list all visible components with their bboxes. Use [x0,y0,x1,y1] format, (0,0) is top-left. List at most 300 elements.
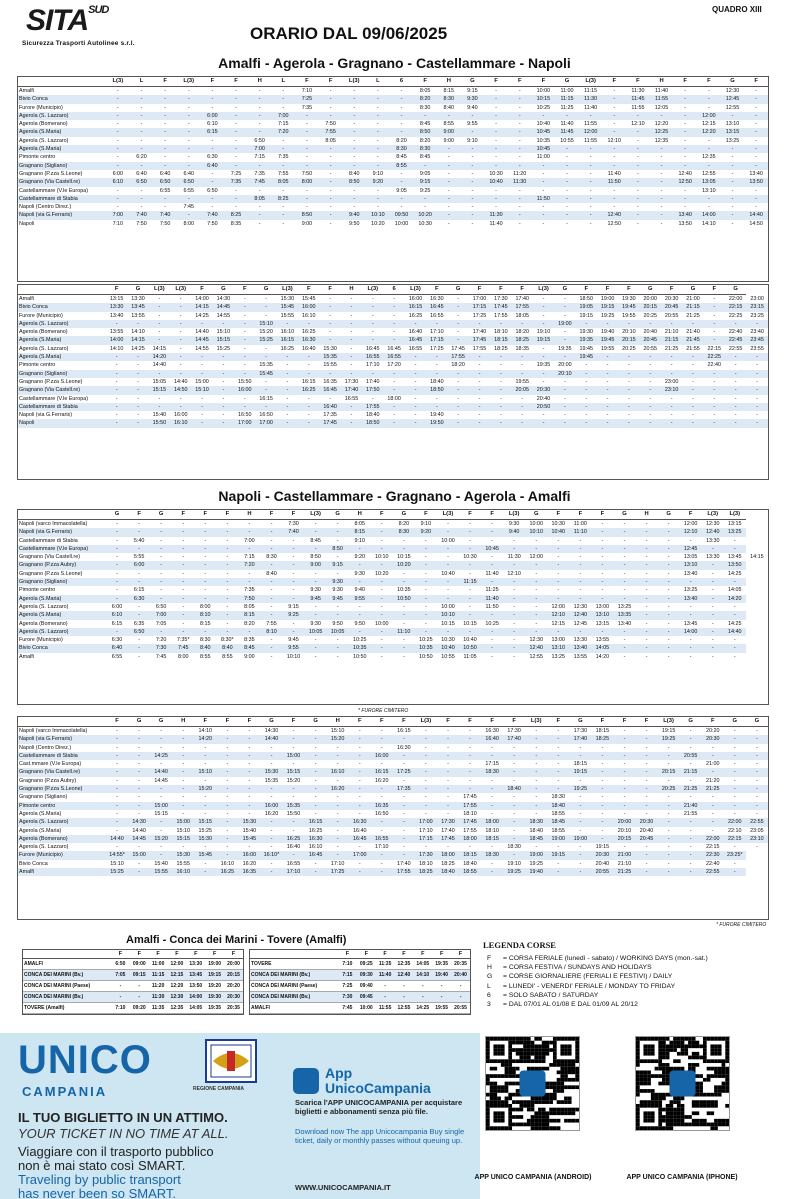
time-cell: 12:50 [607,220,622,227]
time-cell: - [341,336,362,344]
time-cell: - [684,154,687,161]
time-cell: - [613,204,616,211]
time-cell: 6:55 [111,653,123,660]
time-cell: - [248,112,272,120]
time-cell: - [469,370,490,378]
time-cell: 12:15 [168,970,187,981]
time-cell: - [138,653,140,660]
time-cell: 14:45 [213,303,234,311]
time-cell: 14:40 [132,827,146,834]
column-header: G [448,285,469,295]
time-cell: - [164,121,166,128]
time-cell: - [613,528,635,536]
time-cell: - [182,794,185,801]
column-header: F [371,717,393,727]
time-cell: - [371,545,393,553]
time-cell: 6:00 [128,561,150,569]
time-cell: 15:00 [150,802,172,810]
time-cell: - [503,578,525,586]
time-cell: - [106,195,130,203]
time-cell: 22:30 [702,851,724,859]
time-cell: 18:35 [515,345,529,352]
time-cell: - [579,744,582,751]
time-cell: - [329,204,332,211]
time-cell: 17:10 [330,860,345,867]
station-name: Agerola (Bomerano) [18,835,106,843]
time-cell: - [270,603,273,610]
time-cell: - [711,827,714,834]
column-header: F [413,950,432,959]
time-cell: - [755,104,758,111]
legend [483,954,708,1009]
time-cell: - [383,303,404,311]
time-cell: - [469,537,471,544]
time-cell: 20:50 [533,403,554,411]
time-cell: - [238,578,260,586]
qr-code-iphone-icon[interactable] [635,1036,730,1131]
time-cell: - [177,128,201,136]
time-cell: - [106,320,127,328]
time-cell: 09:50 [390,211,414,219]
time-cell: 17:40 [503,735,525,743]
table-row [18,644,768,652]
time-cell: - [426,320,447,328]
time-cell: - [613,802,635,810]
time-cell: - [670,395,673,402]
time-cell: 15:00 [128,851,150,859]
time-cell: 09:25 [357,959,376,970]
time-cell: - [702,545,724,553]
column-header: G [150,510,172,520]
time-cell: 10:00 [441,603,455,610]
time-cell: - [490,320,511,328]
time-cell: 15:40 [154,860,168,867]
time-cell: - [243,329,246,336]
time-cell: 16:25 [216,868,238,876]
legend-value: = LUNEDI' - VENERDI' FERIALE / MONDAY TO FRIDAY [503,982,676,990]
time-cell: - [234,303,255,311]
ad-line-2: YOUR TICKET IN NO TIME AT ALL. [18,1126,229,1141]
time-cell: - [613,644,635,652]
legend-item [483,963,708,972]
time-cell: - [447,728,449,734]
time-cell: 17:30 [573,728,588,734]
time-cell: - [702,752,724,760]
time-cell: - [512,419,533,427]
time-cell: - [137,362,139,369]
time-cell: - [645,554,648,561]
time-cell: - [569,545,591,553]
header [0,0,789,60]
time-cell: - [447,761,449,768]
time-cell: - [636,628,658,636]
time-cell: - [353,154,356,161]
time-cell: - [469,587,471,594]
time-cell: - [566,170,568,177]
section-title-outbound: Amalfi - Agerola - Gragnano - Castellammare - Napoli [218,55,571,71]
time-cell: 8:55 [222,653,233,660]
time-cell: - [437,578,459,586]
time-cell: - [525,628,547,636]
time-cell: - [744,95,768,103]
time-cell: 6:10 [106,611,128,619]
time-cell: 9:10 [354,537,365,544]
time-cell: - [725,419,746,427]
time-cell: - [591,528,613,536]
time-cell: 17:40 [397,860,411,867]
timetable-return-morning [17,509,769,705]
time-cell: - [645,777,648,784]
station-name: Agerola (S.Maria) [19,827,62,834]
time-cell: - [532,178,556,186]
time-cell: 16:40 [302,345,316,352]
time-cell: - [503,628,525,636]
qr-code-android-icon[interactable] [485,1036,580,1131]
table-row [18,860,768,868]
time-cell: - [405,370,426,378]
time-cell: - [138,603,140,610]
time-cell: - [689,603,692,610]
time-cell: 19:05 [576,303,597,311]
time-cell: - [645,728,648,734]
time-cell: 20:35 [451,959,470,970]
time-cell: - [329,104,332,111]
time-cell: - [447,587,449,594]
time-cell: - [613,735,635,743]
time-cell: - [260,868,282,876]
time-cell: 7:00 [244,537,255,544]
time-cell: 10:15 [532,95,556,103]
time-cell: - [503,545,525,553]
time-cell: - [415,595,437,603]
time-cell: - [478,395,481,402]
time-cell: 10:50 [459,644,481,652]
time-cell: - [128,528,150,536]
time-cell: - [606,412,609,419]
time-cell: - [448,419,469,427]
time-cell: - [383,320,404,328]
time-cell: 14:20 [724,595,746,603]
station-name: Napoli (Centro Direz.) [19,744,72,751]
time-cell: - [238,752,260,760]
time-cell: - [341,370,362,378]
time-cell: - [319,112,343,120]
table-row [18,851,768,859]
column-header: F [357,950,376,959]
time-cell: 22:45 [725,336,746,344]
time-cell: 8:20 [244,620,255,627]
time-cell: - [459,752,481,760]
time-cell: - [481,802,503,810]
time-cell: 19:35 [432,959,451,970]
time-cell: - [350,312,353,319]
time-cell: 18:30 [551,794,566,801]
column-header: G [260,717,282,727]
time-cell: - [271,95,295,103]
table-row [18,320,768,328]
time-cell: - [153,112,177,120]
time-cell: 10:40 [441,570,455,577]
table-row [18,561,768,569]
time-cell: 23:25 [750,312,764,319]
time-cell: 14:10 [413,970,432,981]
column-header: G [724,717,746,727]
time-cell: - [298,370,319,378]
time-cell: - [724,611,746,619]
time-cell: 21:00 [705,761,720,768]
time-cell: - [725,370,746,378]
time-cell: 21:15 [682,303,703,311]
time-cell: - [226,537,229,544]
time-cell: - [329,395,331,402]
column-header: G [461,77,485,87]
time-cell: 9:10 [467,137,478,144]
time-cell: 12:30 [705,521,720,527]
time-cell: - [713,296,716,302]
time-cell: - [618,320,639,328]
time-cell: 8:55 [390,162,414,170]
time-cell: - [535,587,538,594]
time-cell: - [591,802,613,810]
time-cell: - [243,362,246,369]
time-cell: - [216,835,238,843]
time-cell: - [667,860,670,867]
time-cell: 19:00 [600,296,615,302]
time-cell: 7:10 [112,220,124,227]
time-cell: 19:40 [432,970,451,981]
time-cell: - [127,403,148,411]
time-cell: - [731,154,734,161]
time-cell: - [224,128,248,136]
legend-key: H [487,964,492,972]
column-header: F [591,717,613,727]
time-cell: 7:05 [111,970,130,981]
time-cell: - [667,570,670,577]
station-name: Agerola (S. Lazzaro) [19,603,69,610]
time-cell: - [371,296,374,302]
app-title: App UnicoCampania [325,1065,431,1096]
time-cell: - [658,818,680,826]
time-cell: - [292,620,295,627]
time-cell: 11:40 [481,595,503,603]
time-cell: - [177,95,201,103]
station-name: Agerola (S. Lazzaro) [18,818,106,826]
time-cell: - [626,195,650,203]
time-cell: 15:55 [176,860,190,867]
time-cell: 8:35 [244,637,255,644]
time-cell: - [725,320,746,328]
time-cell: - [248,777,251,784]
time-cell: - [508,211,532,219]
time-cell: 17:50 [362,386,383,394]
time-cell: - [579,211,603,219]
time-cell: - [314,744,317,751]
time-cell: 14:25 [195,312,209,319]
time-cell: - [216,785,238,793]
time-cell: 13:25 [551,653,566,660]
time-cell: - [305,528,327,536]
time-cell: - [469,777,471,784]
time-cell: - [623,637,626,644]
time-cell: 15:45 [255,370,276,378]
time-cell: - [704,370,725,378]
legend-value: = CORSE GIORNALIERE (FERIALI E FESTIVI) / DAILY [503,973,673,981]
time-cell: - [349,611,371,619]
time-cell: - [402,603,405,610]
time-cell: - [623,653,626,660]
time-cell: - [645,521,648,527]
footnote: * FURORE CIMITERO [358,708,409,714]
time-cell: - [415,611,437,619]
time-cell: 16:55 [362,353,383,361]
time-cell: 15:20 [259,329,273,336]
time-cell: - [569,752,591,760]
time-cell: - [292,537,295,544]
station-name: Castellammare di Stabia [18,195,106,203]
time-cell: 17:40 [341,386,362,394]
time-cell: - [380,860,383,867]
column-header: L(3) [170,285,191,295]
time-cell: - [661,320,682,328]
time-cell: 22:55 [728,345,743,352]
time-cell: 18:55 [551,810,566,817]
time-cell: 14:40 [260,735,282,743]
time-cell: - [160,537,163,544]
time-cell: - [116,587,118,594]
time-cell: - [305,752,327,760]
time-cell: - [164,104,166,111]
time-cell: - [563,378,566,385]
time-cell: - [336,810,339,817]
time-cell: - [201,95,225,103]
time-cell: - [265,296,267,302]
time-cell: - [425,570,427,577]
time-cell: 17:15 [485,761,499,768]
time-cell: - [554,419,575,427]
time-cell: - [684,104,687,111]
time-cell: - [213,386,234,394]
time-cell: - [425,761,427,768]
time-cell: - [448,303,469,311]
time-cell: - [437,162,461,170]
time-cell: - [689,744,692,751]
time-cell: 14:25 [131,345,145,352]
time-cell: - [591,545,613,553]
time-cell: - [724,752,746,760]
time-cell: - [569,802,591,810]
time-cell: - [702,561,724,569]
time-cell: - [295,145,319,153]
time-cell: - [201,145,225,153]
time-cell: - [371,329,374,336]
time-cell: - [508,128,532,136]
time-cell: - [283,735,305,743]
time-cell: - [680,835,702,843]
time-cell: - [286,395,289,402]
time-cell: - [226,777,229,784]
time-cell: 15:00 [283,752,305,760]
column-header: F [613,717,635,727]
time-cell: - [689,637,692,644]
time-cell: 17:35 [393,785,415,793]
time-cell: - [182,554,185,561]
column-header: F [216,717,238,727]
time-cell: 14:40 [195,329,209,336]
time-cell: 17:55 [448,353,469,361]
time-cell: - [591,561,613,569]
time-cell: - [329,170,332,177]
time-cell: 11:00 [536,154,550,161]
time-cell: - [733,810,736,817]
time-cell: - [547,735,569,743]
time-cell: - [469,403,490,411]
time-cell: 7:40 [130,211,154,219]
table-row [18,785,768,793]
time-cell: - [733,603,736,610]
time-cell: - [481,528,503,536]
time-cell: 17:45 [459,818,481,826]
time-cell: - [554,303,575,311]
time-cell: - [601,827,604,834]
website-link[interactable]: WWW.UNICOCAMPANIA.IT [295,1183,391,1192]
column-header: L(3) [579,77,603,87]
time-cell: - [366,162,390,170]
time-cell: 11:45 [626,95,650,103]
column-header: F [413,77,437,87]
time-cell: 18:30 [525,818,547,826]
time-cell: - [491,844,493,851]
time-cell: 16:00 [238,851,260,859]
time-cell: 8:05 [419,88,431,94]
time-cell: - [172,578,194,586]
time-cell: - [336,777,339,784]
station-name: Gragnano (P.zza S.Leone) [19,378,83,385]
time-cell: - [127,386,148,394]
time-cell: 16:35 [238,868,260,876]
time-cell: 16:35 [323,378,337,385]
time-cell: - [260,595,282,603]
time-cell: - [680,611,702,619]
time-cell: - [226,554,229,561]
time-cell: 19:50 [426,419,447,427]
time-cell: - [222,362,225,369]
time-cell: - [160,794,163,801]
time-cell: - [704,336,725,344]
time-cell: - [362,336,383,344]
time-cell: - [711,794,714,801]
time-cell: - [744,128,768,136]
time-cell: - [448,386,469,394]
time-cell: 20:45 [636,835,658,843]
time-cell: 19:15 [595,844,610,851]
time-cell: - [636,545,658,553]
time-cell: - [555,178,579,186]
time-cell: - [376,187,379,194]
time-cell: - [645,570,648,577]
time-cell: - [533,370,554,378]
column-header: F [508,77,532,87]
time-cell: - [658,851,680,859]
column-header: L(3) [177,77,201,87]
time-cell: - [350,412,353,419]
table-row [18,727,768,736]
time-cell: 17:00 [415,818,437,826]
time-cell: - [469,320,490,328]
station-name: Gragnano (Sigliano) [18,162,106,170]
time-cell: - [314,570,317,577]
time-cell: - [513,637,516,644]
time-cell: 8:55 [443,121,455,128]
